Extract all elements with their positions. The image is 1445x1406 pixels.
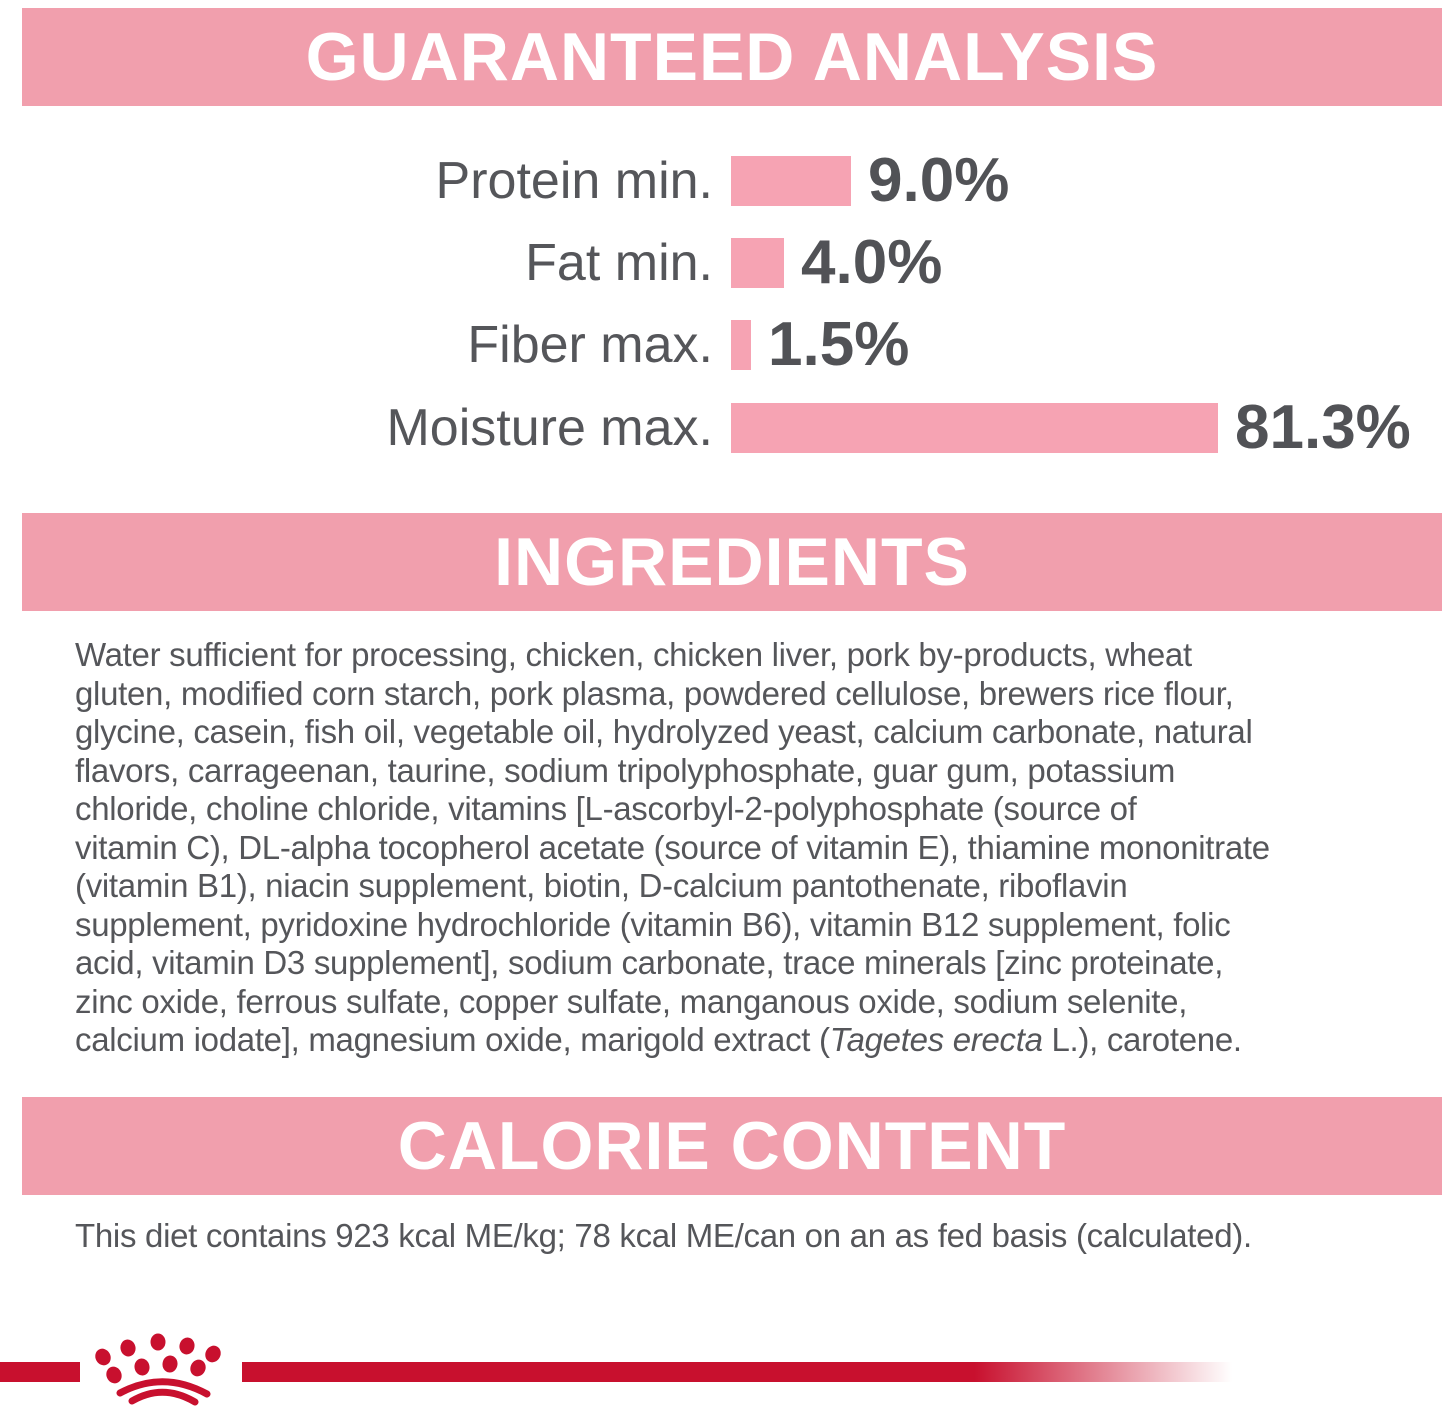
chart-row-fiber: [0, 310, 1445, 379]
ingredients-paragraph: [75, 636, 1415, 1060]
ingredients-line: vitamin C), DL-alpha tocopherol acetate (source of vitamin E), thiamine mononitrate: [75, 828, 1270, 866]
brand-stripe-right: [242, 1362, 1232, 1382]
chart-row-protein: [0, 146, 1445, 215]
calorie-content-title: CALORIE CONTENT: [397, 1108, 1067, 1184]
brand-stripe-left: [0, 1362, 80, 1382]
protein-bar: [731, 156, 851, 206]
calorie-content-header-band: [22, 1097, 1442, 1195]
ingredients-line: gluten, modified corn starch, pork plasma, powdered cellulose, brewers rice flour,: [75, 674, 1234, 712]
fat-label: Fat min.: [525, 234, 713, 292]
fat-bar: [731, 238, 784, 288]
moisture-bar: [731, 403, 1218, 453]
guaranteed-analysis-title: GUARANTEED ANALYSIS: [305, 19, 1159, 95]
protein-value: 9.0%: [868, 146, 1010, 215]
ingredients-line: (vitamin B1), niacin supplement, biotin, D-calcium pantothenate, riboflavin: [75, 867, 1128, 904]
ingredients-line: flavors, carrageenan, taurine, sodium tripolyphosphate, guar gum, potassium: [75, 751, 1176, 789]
ingredients-line: acid, vitamin D3 supplement], sodium carbonate, trace minerals [zinc proteinate,: [75, 944, 1224, 981]
ingredients-line: Water sufficient for processing, chicken, chicken liver, pork by-products, wheat: [75, 636, 1192, 673]
chart-row-fat: [0, 228, 1445, 297]
ingredients-title: INGREDIENTS: [494, 524, 970, 600]
ingredients-header-band: [22, 513, 1442, 611]
ingredients-line: zinc oxide, ferrous sulfate, copper sulfate, manganous oxide, sodium selenite,: [75, 982, 1188, 1020]
fiber-label: Fiber max.: [467, 316, 713, 374]
guaranteed-analysis-header-band: [22, 8, 1442, 106]
fat-value: 4.0%: [801, 228, 943, 297]
fiber-value: 1.5%: [768, 310, 910, 379]
ingredients-line: glycine, casein, fish oil, vegetable oil, hydrolyzed yeast, calcium carbonate, natural: [75, 713, 1253, 750]
ingredients-line: supplement, pyridoxine hydrochloride (vitamin B6), vitamin B12 supplement, folic: [75, 905, 1231, 943]
chart-row-moisture: [0, 393, 1445, 462]
crown-paw-logo-icon: [85, 1325, 245, 1406]
protein-label: Protein min.: [435, 152, 713, 210]
ingredients-line: calcium iodate], magnesium oxide, marigold extract (Tagetes erecta L.), carotene.: [75, 1021, 1242, 1058]
ingredients-line: chloride, choline chloride, vitamins [L-ascorbyl-2-polyphosphate (source of: [75, 790, 1137, 827]
fiber-bar: [731, 320, 751, 370]
moisture-label: Moisture max.: [386, 399, 713, 457]
calorie-statement: This diet contains 923 kcal ME/kg; 78 kcal ME/can on an as fed basis (calculated).: [75, 1217, 1252, 1254]
moisture-value: 81.3%: [1235, 393, 1411, 462]
